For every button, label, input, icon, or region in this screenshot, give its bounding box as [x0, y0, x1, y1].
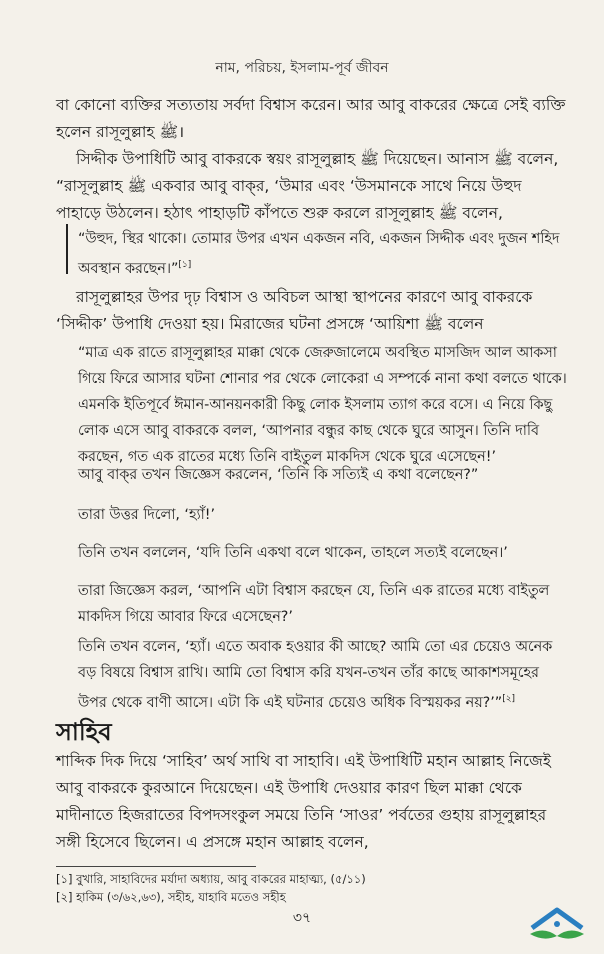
publisher-logo-icon	[524, 904, 590, 946]
quote-uhud-text: “উহুদ, স্থির থাকো। তোমার উপর এখন একজন নবি, একজন সিদ্দীক এবং দুজন শহিদ অবস্থান করছেন।”	[78, 231, 560, 277]
quote-line-6	[78, 634, 568, 716]
section-heading: সাহিব	[56, 718, 112, 746]
footnote-ref-1[interactable]: [১]	[178, 260, 192, 270]
quote-line-3: তারা উত্তর দিলো, ‘হ্যাঁ!’	[78, 507, 216, 523]
quote-line-5: তারা জিজ্ঞেস করল, ‘আপনি এটা বিশ্বাস করছেন যে, তিনি এক রাতের মধ্যে বাইতুল মাকদিস গিয়ে আবার ফিরে এসেছেন?’	[78, 583, 550, 625]
quote-line-4: তিনি তখন বললেন, ‘যদি তিনি একথা বলে থাকেন, তাহলে সত্যই বলেছেন।’	[78, 545, 508, 561]
footnote-1: [১] বুখারি, সাহাবিদের মর্যাদা অধ্যায়, আবু বাকরের মাহাত্ম্য, (৫/১১)	[56, 872, 366, 886]
quote-line-6-text: তিনি তখন বলেন, ‘হ্যাঁ। এতে অবাক হওয়ার কী আছে? আমি তো এর চেয়েও অনেক বড় বিষয়ে বিশ্বাস রাখি। আমি তো বিশ্বাস করি যখন-তখন তাঁর কাছে আকাশসমূহের উপর থেকে বাণী আসে। এটা কি এই ঘটনার চেয়েও অধিক বিস্ময়কর নয়?’”	[78, 639, 553, 711]
quote-bar	[66, 224, 68, 274]
logo-leaf-left-icon	[530, 930, 557, 938]
quote-miraj: “মাত্র এক রাতে রাসূলুল্লাহর মাক্কা থেকে জেরুজালেমে অবস্থিত মাসজিদ আল আকসা গিয়ে ফিরে আসার ঘটনা শোনার পর থেকে লোকেরা এ সম্পর্কে নানা কথা বলতে থাকে। এমনকি ইতিপূর্বে ঈমান-আনয়নকারী কিছু লোক ইসলাম ত্যাগ করে বসে। এ নিয়ে কিছু লোক এসে আবু বাকরকে বলল, ‘আপনার বন্ধুর কাছ থেকে ঘুরে আসুন। তিনি দাবি করছেন, গত এক রাতের মধ্যে তিনি বাইতুল মাকদিস থেকে ঘুরে এসেছেন!’	[78, 345, 567, 465]
footnote-2: [২] হাকিম (৩/৬২,৬৩), সহীহ, যাহাবি মতেও সহীহ	[56, 890, 286, 904]
paragraph-1: বা কোনো ব্যক্তির সত্যতায় সর্বদা বিশ্বাস করেন। আর আবু বাকরের ক্ষেত্রে সেই ব্যক্তি হলেন রাসূলুল্লাহ ﷺ।	[56, 96, 566, 141]
quote-uhud	[78, 226, 568, 282]
running-header: নাম, পরিচয়, ইসলাম-পূর্ব জীবন	[215, 60, 389, 76]
logo-leaf-right-icon	[557, 930, 584, 938]
paragraph-4: শাব্দিক দিক দিয়ে ‘সাহিব’ অর্থ সাথি বা সাহাবি। এই উপাধিটি মহান আল্লাহ নিজেই আবু বাকরকে কুরআনে দিয়েছেন। এই উপাধি দেওয়ার কারণ ছিল মাক্কা থেকে মাদীনাতে হিজরাতের বিপদসংকুল সময়ে তিনি ‘সাওর’ পর্বতের গুহায় রাসূলুল্লাহর সঙ্গী হিসেবে ছিলেন। এ প্রসঙ্গে মহান আল্লাহ বলেন,	[56, 752, 551, 851]
quote-line-2: আবু বাক্‌র তখন জিজ্ঞেস করলেন, ‘তিনি কি সত্যিই এ কথা বলেছেন?”	[78, 467, 479, 483]
footnote-divider	[56, 866, 256, 867]
page-number: ৩৭	[292, 910, 312, 926]
paragraph-2: সিদ্দীক উপাধিটি আবু বাকরকে স্বয়ং রাসূলুল্লাহ ﷺ দিয়েছেন। আনাস ﷺ বলেন, “রাসূলুল্লাহ ﷺ একবার আবু বাক্‌র, ‘উমার এবং ‘উসমানকে সাথে নিয়ে উহুদ পাহাড়ে উঠলেন। হঠাৎ পাহাড়টি কাঁপতে শুরু করলে রাসূলুল্লাহ ﷺ বলেন,	[56, 150, 559, 222]
paragraph-3: রাসূলুল্লাহর উপর দৃঢ় বিশ্বাস ও অবিচল আস্থা স্থাপনের কারণে আবু বাকরকে ‘সিদ্দীক’ উপাধি দেওয়া হয়। মিরাজের ঘটনা প্রসঙ্গে ‘আয়িশা ﷺ বলেন	[56, 288, 533, 333]
footnote-ref-2[interactable]: [২]	[502, 694, 516, 704]
logo-dot-icon	[554, 921, 560, 927]
